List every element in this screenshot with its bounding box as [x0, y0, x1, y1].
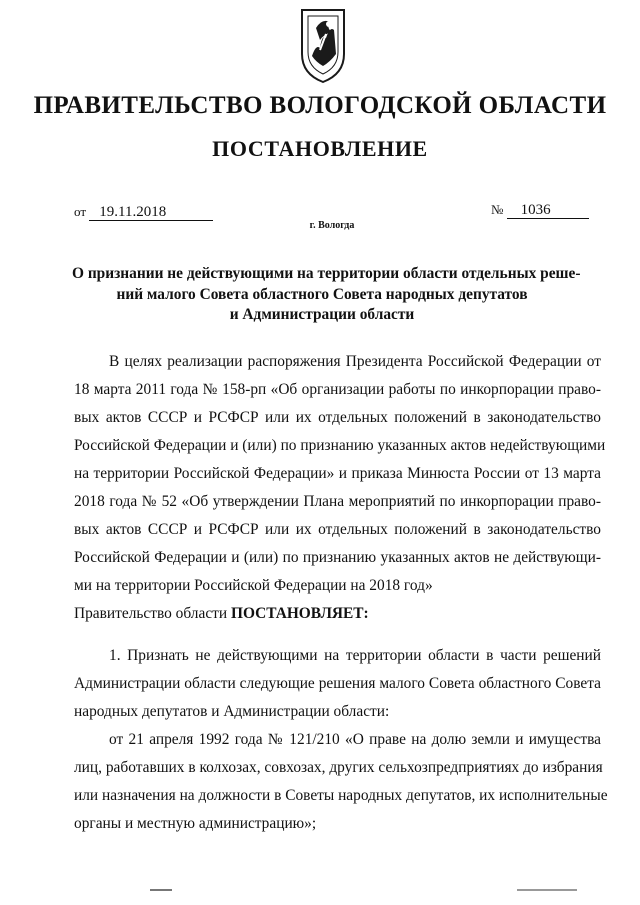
- title-line: О признании не действующими на территории области отдельных реше-: [72, 265, 581, 282]
- text-line: от 21 апреля 1992 года № 121/210 «О праве на долю земли и имущества: [109, 731, 601, 748]
- resolves-keyword: ПОСТАНОВЛЯЕТ:: [230, 605, 369, 622]
- document-type: ПОСТАНОВЛЕНИЕ: [212, 136, 428, 161]
- number-field: [491, 202, 589, 219]
- text-line: Российской Федерации и (или) по признанию указанных актов недействующими: [74, 437, 606, 454]
- coat-of-arms-icon: [296, 4, 350, 86]
- text-line: вых актов СССР и РСФСР или их отдельных положений в законодательство: [74, 409, 601, 426]
- date-value: 19.11.2018: [89, 204, 213, 221]
- date-field: [74, 204, 213, 221]
- text-line: 2018 года № 52 «Об утверждении Плана мероприятий по инкорпорации право-: [74, 493, 601, 510]
- date-prefix: от: [74, 204, 87, 219]
- document-title: [72, 264, 581, 326]
- text-line: В целях реализации распоряжения Президента Российской Федерации от: [109, 353, 601, 370]
- resolves-prefix: Правительство области: [74, 605, 231, 622]
- text-line: 18 марта 2011 года № 158-рп «Об организации работы по инкорпорации право-: [74, 381, 601, 398]
- organization-name: ПРАВИТЕЛЬСТВО ВОЛОГОДСКОЙ ОБЛАСТИ: [33, 92, 607, 119]
- text-line: органы и местную администрацию»;: [74, 815, 317, 832]
- text-line: лиц, работавших в колхозах, совхозах, других сельхозпредприятиях до избрания: [74, 759, 603, 776]
- number-value: 1036: [507, 202, 589, 219]
- resolves-line: [74, 600, 601, 628]
- item-1-paragraph: [74, 642, 608, 838]
- text-line: ми на территории Российской Федерации на 2018 год»: [74, 577, 433, 594]
- text-line: Российской Федерации и (или) по признанию указанных актов не действующи-: [74, 549, 601, 566]
- title-line: ний малого Совета областного Совета народных депутатов: [116, 285, 528, 303]
- text-line: Администрации области следующие решения малого Совета областного Совета: [74, 675, 601, 692]
- text-line: или назначения на должности в Советы народных депутатов, их исполнительные: [74, 787, 608, 804]
- text-line: вых актов СССР и РСФСР или их отдельных положений в законодательство: [74, 521, 601, 538]
- text-line: народных депутатов и Администрации области:: [74, 703, 390, 720]
- preamble-paragraph: [74, 348, 606, 628]
- text-line: 1. Признать не действующими на территории области в части решений: [109, 647, 601, 664]
- text-line: на территории Российской Федерации» и приказа Минюста России от 13 марта: [74, 465, 601, 482]
- scan-artifact: [517, 889, 577, 891]
- city-label: г. Вологда: [309, 220, 355, 231]
- title-line: и Администрации области: [229, 306, 415, 323]
- scan-artifact: [150, 889, 172, 891]
- number-prefix: №: [491, 202, 504, 217]
